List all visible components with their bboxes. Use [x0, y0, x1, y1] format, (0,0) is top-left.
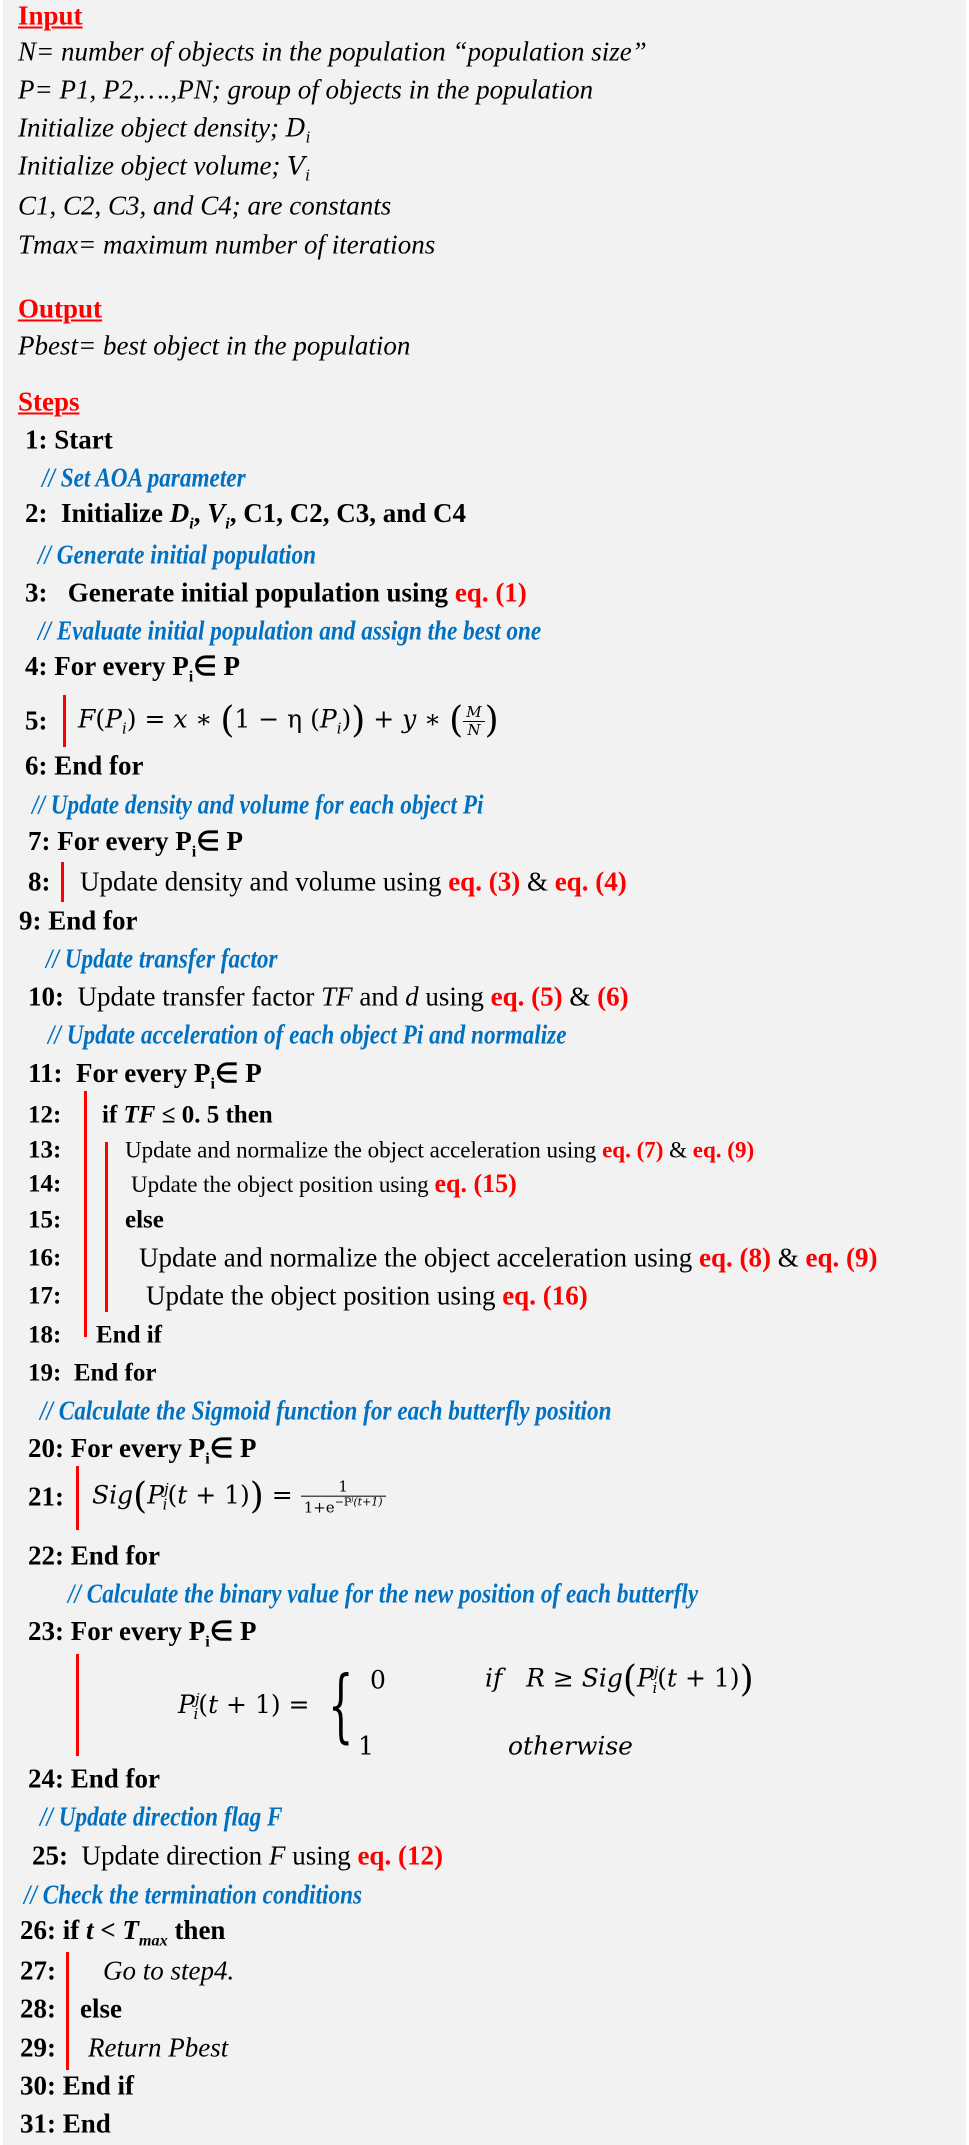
- step-23: 23: For every $P_i\in$ P: [28, 1616, 257, 1651]
- step-27: 27:: [20, 1955, 56, 1986]
- step-17: 17:: [28, 1282, 62, 1310]
- step-2: 2: Initialize $D_i$, $V_i$, C1, C2, C3, and C4: [25, 498, 467, 533]
- block-bar-step-5: [63, 695, 66, 747]
- step-17-text: Update the object position using eq. (16): [146, 1280, 588, 1311]
- comment-set-aoa: // Set AOA parameter: [42, 462, 246, 493]
- block-bar-step-21: [76, 1466, 79, 1530]
- input-line-tmax: Tmax= maximum number of iterations: [18, 229, 436, 260]
- comment-termination: // Check the termination conditions: [24, 1879, 363, 1910]
- comment-update-density: // Update density and volume for each object Pi: [32, 789, 484, 820]
- step-29: 29:: [20, 2032, 56, 2063]
- output-line-pbest: Pbest= best object in the population: [18, 330, 411, 361]
- block-bar-for-11: [84, 1091, 87, 1337]
- fitness-formula: $F(P_i) = x$ ∗ (1 − η $(P_i)) + y$ ∗ ( $\frac{M}{N}$ ): [78, 700, 499, 741]
- step-25: 25: Update direction F using eq. (12): [32, 1840, 443, 1871]
- step-29-text: Return Pbest: [88, 2032, 229, 2063]
- piecewise-lhs: $P^j_i(t + 1)$ =: [178, 1689, 310, 1724]
- step-16-text: Update and normalize the object acceleration using eq. (8) & eq. (9): [139, 1242, 878, 1273]
- block-bar-step-23: [76, 1654, 79, 1756]
- step-12: 12:: [28, 1101, 62, 1129]
- piecewise-case1-value: 0: [370, 1665, 386, 1695]
- step-8: 8:: [28, 866, 51, 897]
- step-10: 10: Update transfer factor TF and d using eq. (5) & (6): [28, 981, 629, 1012]
- comment-sigmoid: // Calculate the Sigmoid function for each butterfly position: [40, 1395, 612, 1426]
- step-15-text: else: [125, 1206, 164, 1234]
- input-line-volume: Initialize object volume; $V_i$: [18, 150, 311, 185]
- block-bar-if-26: [66, 1952, 69, 2070]
- comment-binary: // Calculate the binary value for the new position of each butterfly: [68, 1578, 699, 1609]
- step-5: 5:: [25, 705, 48, 736]
- step-3: 3: Generate initial population using eq. (1): [25, 577, 527, 608]
- step-24: 24: End for: [28, 1763, 161, 1794]
- step-28-text: else: [80, 1993, 122, 2024]
- comment-acceleration: // Update acceleration of each object Pi and normalize: [48, 1019, 567, 1050]
- step-7: 7: For every $P_i\in$ P: [28, 826, 243, 861]
- step-18-text: End if: [96, 1321, 163, 1349]
- step-22: 22: End for: [28, 1540, 161, 1571]
- piecewise-case2-condition: otherwise: [508, 1731, 633, 1761]
- step-8-text: Update density and volume using eq. (3) & eq. (4): [80, 866, 627, 897]
- output-heading: Output: [18, 293, 103, 324]
- comment-direction: // Update direction flag F: [40, 1801, 283, 1832]
- step-21: 21:: [28, 1481, 64, 1512]
- step-16: 16:: [28, 1244, 62, 1272]
- input-line-p: P= P1, P2,….,PN; group of objects in the population: [18, 74, 594, 105]
- sigmoid-formula: $Sig(P^j_i(t + 1))$ = $\frac{1}{1+e^{-P^j(t+1)}}$: [92, 1479, 386, 1516]
- comment-generate-initial: // Generate initial population: [38, 539, 317, 570]
- step-6: 6: End for: [25, 750, 144, 781]
- step-13: 13:: [28, 1136, 62, 1164]
- step-31: 31: End: [20, 2108, 111, 2139]
- step-11: 11: For every $P_i\in$ P: [28, 1058, 262, 1093]
- piecewise-case2-value: 1: [358, 1731, 374, 1761]
- step-20: 20: For every $P_i\in$ P: [28, 1433, 257, 1468]
- block-bar-step-8: [61, 862, 64, 902]
- step-26: 26: if $t < T_{max}$ then: [20, 1915, 226, 1950]
- comment-transfer-factor: // Update transfer factor: [46, 943, 278, 974]
- input-heading: Input: [18, 0, 83, 31]
- piecewise-case1-condition: if $R \ge Sig(P^j_i(t + 1))$: [485, 1659, 754, 1700]
- piecewise-brace: {: [328, 1658, 354, 1752]
- step-30: 30: End if: [20, 2070, 135, 2101]
- input-line-density: Initialize object density; $D_i$: [18, 112, 311, 147]
- step-4: 4: For every $P_i\in$ P: [25, 651, 240, 686]
- step-12-text: if TF ≤ 0. 5 then: [102, 1101, 273, 1129]
- step-14-text: Update the object position using eq. (15): [131, 1169, 517, 1198]
- comment-evaluate-initial: // Evaluate initial population and assign the best one: [38, 615, 542, 646]
- step-14: 14:: [28, 1170, 62, 1198]
- block-bar-if-12: [105, 1142, 108, 1312]
- step-9: 9: End for: [19, 905, 138, 936]
- input-line-n: N= number of objects in the population “population size”: [18, 36, 647, 67]
- step-27-text: Go to step4.: [103, 1955, 235, 1986]
- step-28: 28:: [20, 1993, 56, 2024]
- step-18: 18:: [28, 1321, 62, 1349]
- step-13-text: Update and normalize the object acceleration using eq. (7) & eq. (9): [125, 1137, 755, 1163]
- input-line-constants: C1, C2, C3, and C4; are constants: [18, 190, 392, 221]
- step-1: 1: Start: [25, 424, 113, 455]
- step-19: 19: End for: [28, 1359, 157, 1387]
- steps-heading: Steps: [18, 386, 80, 417]
- step-15: 15:: [28, 1206, 62, 1234]
